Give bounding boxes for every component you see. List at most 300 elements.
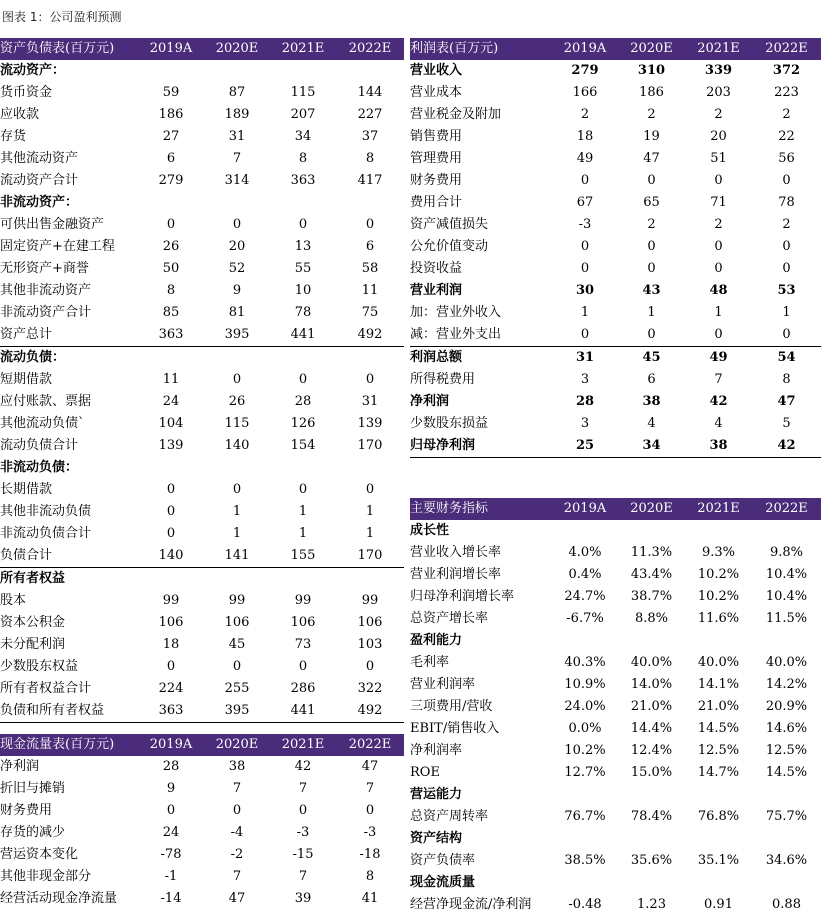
value-cell: 42 — [709, 394, 728, 409]
value-cell — [336, 568, 404, 591]
value-cell: 6 — [365, 239, 375, 254]
value-cell — [336, 60, 404, 82]
value-cell: 0 — [232, 803, 242, 818]
value-cell: 1 — [298, 504, 308, 519]
value-cell: 140 — [138, 545, 204, 568]
column-header: 2019A — [138, 38, 204, 60]
value-cell: 43 — [642, 283, 661, 298]
value-cell: 1 — [365, 504, 375, 519]
value-cell: 395 — [204, 700, 270, 723]
value-cell — [618, 872, 685, 894]
value-cell: 0 — [298, 803, 308, 818]
value-cell: 78 — [294, 305, 312, 320]
value-cell: 10.9% — [564, 677, 606, 692]
value-cell — [618, 828, 685, 850]
value-cell — [138, 568, 204, 591]
value-cell: 20.9% — [765, 699, 808, 714]
table-row — [0, 656, 404, 678]
value-cell: 9.3% — [701, 545, 736, 560]
value-cell — [618, 784, 685, 806]
cashflow-table — [0, 734, 404, 910]
value-cell: 10.4% — [765, 567, 808, 582]
row-label: 资产总计 — [0, 324, 138, 347]
value-cell: 372 — [772, 63, 801, 78]
value-cell: 24.7% — [564, 589, 606, 604]
row-label: 盈利能力 — [410, 633, 463, 648]
value-cell: 26 — [162, 239, 180, 254]
value-cell: 38.7% — [630, 589, 673, 604]
table-row — [410, 391, 821, 413]
value-cell: 314 — [224, 173, 250, 188]
row-label: 固定资产+在建工程 — [0, 239, 115, 254]
value-cell: 20 — [710, 129, 727, 144]
value-cell: 1.23 — [637, 897, 666, 912]
table-row — [0, 590, 404, 612]
value-cell: 43.4% — [630, 567, 673, 582]
value-cell: 71 — [710, 195, 727, 210]
value-cell: 81 — [228, 305, 246, 320]
row-label: 负债和所有者权益 — [0, 700, 138, 723]
row-label: 所得税费用 — [410, 372, 476, 387]
row-label: 公允价值变动 — [410, 239, 489, 254]
value-cell — [685, 784, 752, 806]
column-header: 2022E — [336, 38, 404, 60]
table-row — [0, 778, 404, 800]
row-label: ROE — [410, 765, 440, 780]
value-cell: 203 — [706, 85, 731, 100]
table-row — [410, 214, 821, 236]
table-row — [410, 413, 821, 435]
table-header-row — [410, 498, 821, 520]
row-label: 少数股东权益 — [0, 659, 79, 674]
table-row — [410, 280, 821, 302]
table-row — [410, 192, 821, 214]
value-cell: -4 — [230, 825, 244, 840]
value-cell: 0 — [618, 324, 685, 347]
table-row — [0, 822, 404, 844]
row-label: 其他非现金部分 — [0, 869, 92, 884]
table-row — [0, 866, 404, 888]
table-row — [0, 888, 404, 910]
row-label: 营业利润增长率 — [410, 567, 502, 582]
value-cell: 40.3% — [564, 655, 606, 670]
value-cell: 170 — [336, 545, 404, 568]
value-cell: 106 — [357, 615, 383, 630]
value-cell — [552, 828, 618, 850]
value-cell — [752, 520, 821, 542]
table-row — [410, 104, 821, 126]
value-cell: 12.7% — [564, 765, 606, 780]
value-cell — [752, 784, 821, 806]
table-row — [0, 324, 404, 347]
value-cell: 1 — [365, 526, 375, 541]
value-cell — [752, 828, 821, 850]
value-cell — [204, 60, 270, 82]
row-label: 流动负债： — [0, 350, 66, 365]
value-cell: 14.5% — [765, 765, 808, 780]
value-cell: 34.6% — [765, 853, 808, 868]
row-label: 费用合计 — [410, 195, 463, 210]
value-cell: 39 — [294, 891, 312, 906]
row-label: 总资产周转率 — [410, 809, 489, 824]
value-cell: 103 — [357, 637, 383, 652]
table-title: 资产负债表(百万元) — [0, 38, 138, 60]
value-cell: 47 — [361, 759, 379, 774]
value-cell: 14.2% — [765, 677, 808, 692]
row-label: 成长性 — [410, 523, 450, 538]
value-cell: 0 — [647, 261, 656, 276]
column-header: 2022E — [752, 498, 821, 520]
value-cell: 223 — [774, 85, 799, 100]
value-cell: 40.0% — [765, 655, 808, 670]
value-cell: 51 — [710, 151, 727, 166]
value-cell — [685, 828, 752, 850]
table-row — [410, 520, 821, 542]
table-row — [410, 630, 821, 652]
value-cell — [618, 630, 685, 652]
table-row — [0, 501, 404, 523]
table-row — [0, 148, 404, 170]
value-cell: 279 — [158, 173, 184, 188]
value-cell: 0 — [232, 482, 242, 497]
value-cell — [138, 347, 204, 370]
value-cell: 9.8% — [769, 545, 804, 560]
row-label: 所有者权益 — [0, 571, 66, 586]
value-cell: 395 — [204, 324, 270, 347]
row-label: 未分配利润 — [0, 637, 66, 652]
value-cell: 139 — [158, 438, 184, 453]
value-cell — [138, 192, 204, 214]
value-cell: 0 — [365, 372, 375, 387]
value-cell — [270, 60, 336, 82]
value-cell: 227 — [357, 107, 383, 122]
table-row — [0, 457, 404, 479]
table-row — [410, 542, 821, 564]
value-cell: 99 — [361, 593, 379, 608]
value-cell: 1 — [647, 305, 656, 320]
row-label: 现金流质量 — [410, 875, 476, 890]
row-label: 其他流动负债` — [0, 416, 85, 431]
value-cell: 224 — [158, 681, 184, 696]
table-row — [0, 170, 404, 192]
value-cell: 0 — [365, 482, 375, 497]
value-cell: 255 — [224, 681, 250, 696]
row-label: 营业利润 — [410, 283, 463, 298]
column-header: 2021E — [685, 498, 752, 520]
value-cell: 115 — [290, 85, 316, 100]
value-cell: 186 — [639, 85, 664, 100]
value-cell: 1 — [232, 504, 242, 519]
value-cell: 8 — [166, 283, 176, 298]
row-label: 营运能力 — [410, 787, 463, 802]
table-row — [410, 258, 821, 280]
value-cell: 310 — [637, 63, 666, 78]
value-cell — [270, 568, 336, 591]
value-cell: 37 — [361, 129, 379, 144]
row-label: 股本 — [0, 593, 27, 608]
value-cell — [552, 630, 618, 652]
value-cell — [752, 630, 821, 652]
value-cell: 8 — [365, 151, 375, 166]
row-label: 长期借款 — [0, 482, 53, 497]
value-cell: 3 — [580, 416, 590, 431]
value-cell: 8 — [365, 869, 375, 884]
table-header-row — [0, 38, 404, 60]
value-cell: 56 — [778, 151, 795, 166]
row-label: 短期借款 — [0, 372, 53, 387]
value-cell: 47 — [777, 394, 796, 409]
value-cell: 31 — [575, 350, 595, 365]
value-cell — [685, 872, 752, 894]
value-cell: 170 — [357, 438, 383, 453]
value-cell: 0 — [714, 173, 723, 188]
value-cell: 76.7% — [564, 809, 606, 824]
row-label: 非流动资产合计 — [0, 305, 92, 320]
value-cell: 18 — [576, 129, 594, 144]
value-cell: 0.4% — [568, 567, 602, 582]
value-cell: 186 — [158, 107, 184, 122]
value-cell: 2 — [714, 107, 723, 122]
row-label: 流动资产： — [0, 63, 66, 78]
value-cell — [138, 60, 204, 82]
value-cell: 0 — [782, 261, 791, 276]
table-title: 现金流量表(百万元) — [0, 734, 138, 756]
value-cell — [552, 872, 618, 894]
table-row — [410, 60, 821, 82]
row-label: 净利润率 — [410, 743, 463, 758]
column-header: 2019A — [138, 734, 204, 756]
value-cell: 1 — [714, 305, 723, 320]
table-row — [0, 634, 404, 656]
row-label: 折旧与摊销 — [0, 781, 66, 796]
value-cell: 48 — [709, 283, 728, 298]
value-cell: 45 — [228, 637, 246, 652]
value-cell: 0 — [714, 261, 723, 276]
value-cell: -1 — [164, 869, 178, 884]
value-cell: -14 — [160, 891, 182, 906]
value-cell — [752, 872, 821, 894]
table-row — [0, 844, 404, 866]
table-row — [410, 148, 821, 170]
value-cell: 14.5% — [697, 721, 740, 736]
row-label: 营运资本变化 — [0, 847, 79, 862]
value-cell: 8 — [298, 151, 308, 166]
value-cell — [552, 784, 618, 806]
value-cell: 0 — [647, 173, 656, 188]
value-cell: 99 — [162, 593, 180, 608]
value-cell: 38 — [228, 759, 246, 774]
row-label: 归母净利润 — [410, 435, 552, 458]
row-label: 其他非流动资产 — [0, 283, 92, 298]
value-cell: 0.91 — [704, 897, 733, 912]
value-cell: 28 — [162, 759, 180, 774]
row-label: 其他流动资产 — [0, 151, 79, 166]
value-cell: 7 — [365, 781, 375, 796]
value-cell: 34 — [294, 129, 312, 144]
row-label: 非流动负债合计 — [0, 526, 92, 541]
value-cell: 53 — [777, 283, 796, 298]
value-cell: 50 — [162, 261, 180, 276]
value-cell: 10 — [294, 283, 312, 298]
value-cell: 10.2% — [564, 743, 606, 758]
value-cell: 0 — [580, 173, 590, 188]
table-row — [0, 800, 404, 822]
row-label: 净利润 — [0, 759, 40, 774]
value-cell: 11.6% — [697, 611, 740, 626]
value-cell: 106 — [158, 615, 184, 630]
value-cell: 7 — [232, 151, 242, 166]
column-header: 2021E — [685, 38, 752, 60]
row-label: 资产结构 — [410, 831, 463, 846]
value-cell: -15 — [292, 847, 314, 862]
value-cell: 0 — [685, 324, 752, 347]
key-indicators-table — [410, 498, 821, 916]
value-cell: 0 — [298, 372, 308, 387]
row-label: EBIT/销售收入 — [410, 721, 500, 736]
value-cell: 20 — [228, 239, 246, 254]
value-cell — [204, 457, 270, 479]
value-cell: 7 — [232, 781, 242, 796]
value-cell: 0 — [166, 482, 176, 497]
value-cell: 76.8% — [697, 809, 740, 824]
value-cell: 42 — [294, 759, 312, 774]
table-row — [0, 678, 404, 700]
value-cell: -18 — [359, 847, 381, 862]
value-cell: 31 — [228, 129, 246, 144]
value-cell: 30 — [575, 283, 595, 298]
column-header: 2019A — [552, 498, 618, 520]
row-label: 营业收入 — [410, 63, 463, 78]
value-cell: 12.4% — [630, 743, 673, 758]
row-label: 营业成本 — [410, 85, 463, 100]
value-cell: 7 — [714, 372, 723, 387]
row-label: 财务费用 — [0, 803, 53, 818]
value-cell: 28 — [294, 394, 312, 409]
table-row — [410, 740, 821, 762]
value-cell: 0 — [365, 217, 375, 232]
value-cell: 25 — [552, 435, 618, 458]
value-cell: 0 — [166, 217, 176, 232]
table-row — [0, 568, 404, 591]
value-cell: 1 — [580, 305, 590, 320]
row-label: 资本公积金 — [0, 615, 66, 630]
value-cell: 12.5% — [697, 743, 740, 758]
value-cell: 4 — [714, 416, 723, 431]
table-row — [410, 828, 821, 850]
value-cell: 22 — [778, 129, 795, 144]
value-cell: 0 — [166, 526, 176, 541]
value-cell: 24 — [162, 825, 180, 840]
value-cell: 14.4% — [630, 721, 673, 736]
value-cell: 28 — [575, 394, 595, 409]
table-row — [410, 369, 821, 391]
table-row — [410, 126, 821, 148]
value-cell: 339 — [704, 63, 733, 78]
value-cell: 189 — [224, 107, 250, 122]
value-cell — [204, 568, 270, 591]
table-row — [0, 612, 404, 634]
value-cell: 0 — [298, 217, 308, 232]
column-header: 2019A — [552, 38, 618, 60]
column-header: 2020E — [204, 734, 270, 756]
value-cell: 417 — [357, 173, 383, 188]
value-cell: 104 — [158, 416, 184, 431]
value-cell: 59 — [162, 85, 180, 100]
value-cell: 26 — [228, 394, 246, 409]
value-cell: 140 — [224, 438, 250, 453]
value-cell: 155 — [270, 545, 336, 568]
value-cell: 2 — [782, 107, 791, 122]
column-header: 2020E — [204, 38, 270, 60]
value-cell: 1 — [782, 305, 791, 320]
value-cell: 492 — [336, 700, 404, 723]
table-row — [410, 806, 821, 828]
value-cell: 6 — [647, 372, 656, 387]
value-cell — [204, 347, 270, 370]
value-cell — [270, 457, 336, 479]
value-cell: 207 — [290, 107, 316, 122]
table-row — [410, 696, 821, 718]
value-cell — [336, 347, 404, 370]
table-row — [0, 280, 404, 302]
row-label: 营业利润率 — [410, 677, 476, 692]
table-row — [0, 369, 404, 391]
value-cell: -78 — [160, 847, 182, 862]
table-row — [410, 894, 821, 916]
table-header-row — [410, 38, 821, 60]
value-cell: 0 — [752, 324, 821, 347]
value-cell: 24.0% — [564, 699, 606, 714]
value-cell: 363 — [138, 700, 204, 723]
value-cell: 7 — [232, 869, 242, 884]
value-cell: 286 — [290, 681, 316, 696]
value-cell: 11.5% — [765, 611, 808, 626]
value-cell: 49 — [709, 350, 728, 365]
value-cell: 0 — [232, 372, 242, 387]
value-cell: 4 — [647, 416, 656, 431]
row-label: 货币资金 — [0, 85, 53, 100]
value-cell: 55 — [294, 261, 312, 276]
value-cell: 2 — [647, 217, 656, 232]
value-cell: 7 — [298, 781, 308, 796]
value-cell: 322 — [357, 681, 383, 696]
value-cell: 1 — [298, 526, 308, 541]
value-cell: 99 — [228, 593, 246, 608]
value-cell: 21.0% — [630, 699, 673, 714]
value-cell: 0 — [580, 239, 590, 254]
value-cell: 14.7% — [697, 765, 740, 780]
value-cell: 2 — [782, 217, 791, 232]
value-cell: 363 — [290, 173, 316, 188]
column-header: 2020E — [618, 38, 685, 60]
table-row — [410, 302, 821, 324]
row-label: 销售费用 — [410, 129, 463, 144]
value-cell: 0 — [166, 659, 176, 674]
value-cell: 2 — [714, 217, 723, 232]
row-label: 流动负债合计 — [0, 438, 79, 453]
value-cell: 144 — [357, 85, 383, 100]
row-label: 其他非流动负债 — [0, 504, 92, 519]
value-cell: 141 — [204, 545, 270, 568]
value-cell: 19 — [643, 129, 660, 144]
value-cell: 52 — [228, 261, 246, 276]
value-cell: 154 — [290, 438, 316, 453]
value-cell: 0 — [552, 324, 618, 347]
value-cell: 8 — [782, 372, 791, 387]
value-cell: 166 — [572, 85, 598, 100]
value-cell — [685, 630, 752, 652]
value-cell: 8.8% — [634, 611, 669, 626]
